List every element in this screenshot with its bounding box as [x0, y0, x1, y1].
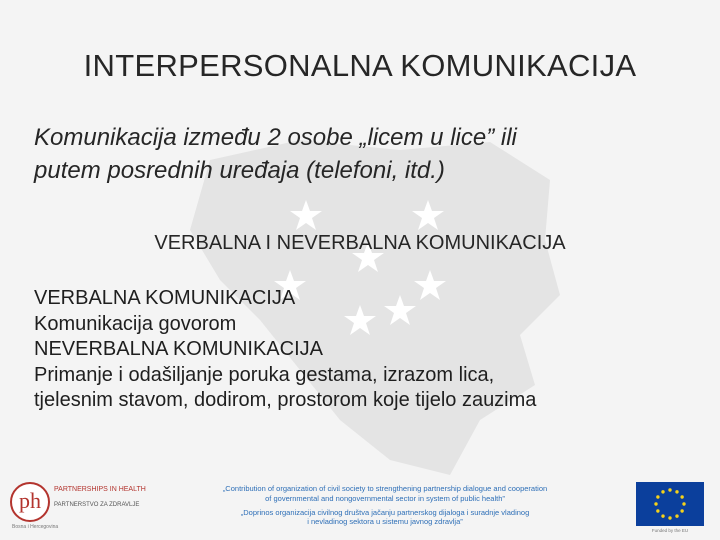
project-statement-local-line: i nevladinog sektora u sistemu javnog zdravlja”: [307, 517, 463, 527]
eu-star: [661, 514, 664, 517]
eu-star: [661, 490, 664, 493]
eu-caption: Funded by the EU: [651, 528, 689, 533]
eu-star: [680, 509, 683, 512]
project-statement-en-line: „Contribution of organization of civil society to strengthening partnership dialogue and cooperation: [222, 484, 548, 493]
ph-logo-mark: ph: [10, 482, 50, 522]
eu-star: [668, 516, 671, 519]
project-statement-local-line: „Doprinos organizacija civilnog društva jačanju partnerskog dijaloga i suradnje vladinog: [240, 507, 530, 517]
subtitle: [34, 122, 694, 187]
eu-star: [682, 502, 685, 505]
body-line: tjelesnim stavom, dodirom, prostorom koje tijelo zauzima: [34, 389, 537, 412]
project-statement-en-line: of governmental and nongovernmental sector in system of public health”: [265, 493, 505, 503]
logo-name: PARTNERSHIPS IN HEALTH: [54, 486, 146, 493]
eu-star: [656, 495, 659, 498]
eu-star: [675, 514, 678, 517]
subtitle-line: Komunikacija između 2 osobe „licem u lice” ili: [34, 124, 517, 151]
project-statement: [190, 484, 580, 531]
body-line: Komunikacija govorom: [34, 312, 237, 335]
logo-name-local: PARTNERSTVO ZA ZDRAVLJE: [54, 502, 140, 508]
partnerships-in-health-logo: [10, 482, 150, 536]
eu-star: [675, 490, 678, 493]
logo-country: Bosna i Hercegovina: [12, 524, 59, 530]
body-line: VERBALNA KOMUNIKACIJA: [34, 287, 296, 309]
eu-star: [668, 488, 671, 491]
eu-star: [680, 495, 683, 498]
eu-star: [654, 502, 657, 505]
eu-star: [656, 509, 659, 512]
body-line: Primanje i odašiljanje poruka gestama, izrazom lica,: [34, 363, 495, 386]
subtitle-line: putem posrednih uređaja (telefoni, itd.): [34, 156, 445, 184]
section-heading: VERBALNA I NEVERBALNA KOMUNIKACIJA: [154, 232, 566, 254]
slide-title: INTERPERSONALNA KOMUNIKACIJA: [83, 48, 637, 83]
eu-flag-icon: [636, 482, 704, 526]
body-text: [34, 286, 704, 414]
body-line: NEVERBALNA KOMUNIKACIJA: [34, 338, 323, 361]
footer: [0, 478, 720, 540]
